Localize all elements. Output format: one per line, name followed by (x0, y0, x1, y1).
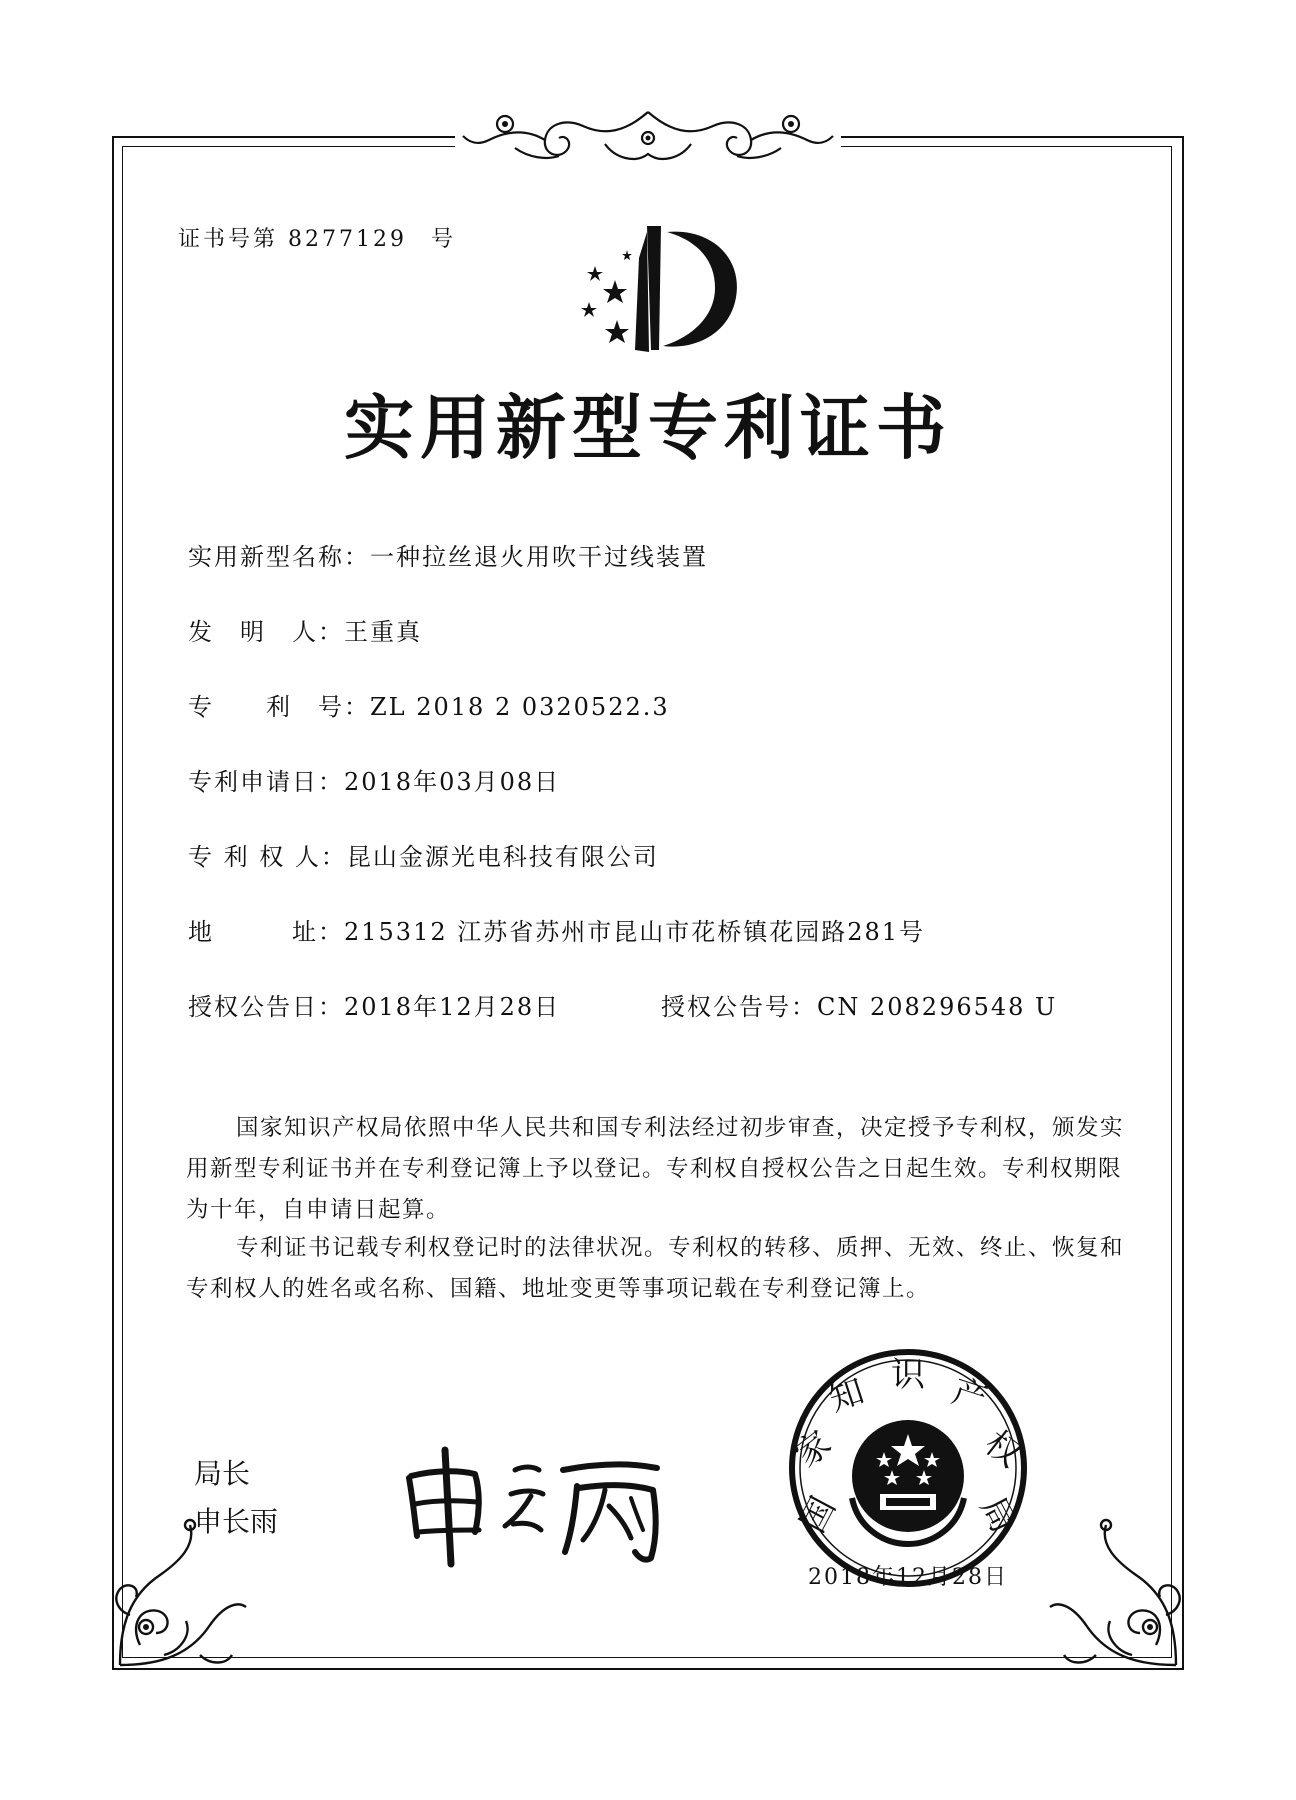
field-patentee (188, 837, 659, 872)
field-patent-no-label: 专 利 号： (188, 693, 370, 721)
field-grant-no-label: 授权公告号： (661, 993, 817, 1021)
svg-text:产: 产 (947, 1371, 992, 1420)
field-inventor (188, 612, 422, 647)
seal-date: 2018年12月28日 (808, 1565, 1008, 1590)
svg-text:权: 权 (977, 1423, 1028, 1476)
field-grant-no-value: CN 208296548 U (817, 993, 1058, 1021)
field-address-label: 地 址： (188, 918, 344, 946)
handwritten-signature (395, 1440, 685, 1570)
svg-text:国: 国 (792, 1490, 844, 1540)
field-grant-date (188, 987, 560, 1022)
field-grant-no (661, 987, 1057, 1022)
statement-paragraph-2: 专利证书记载专利权登记时的法律状况。专利权的转移、质押、无效、终止、恢复和专利权人的姓名或名称、国籍、地址变更等事项记载在专利登记簿上。 (186, 1235, 1125, 1302)
field-grant-date-value: 2018年12月28日 (344, 993, 561, 1021)
field-inventor-value: 王重真 (344, 618, 422, 646)
field-address (188, 912, 925, 947)
svg-text:识: 识 (891, 1355, 925, 1395)
official-seal (788, 1348, 1028, 1588)
field-name-label: 实用新型名称： (188, 543, 370, 571)
patent-office-emblem-icon (555, 222, 755, 372)
svg-text:局: 局 (972, 1490, 1024, 1540)
bottom-right-ornament (1046, 1515, 1196, 1675)
field-address-value: 215312 江苏省苏州市昆山市花桥镇花园路281号 (344, 918, 926, 946)
field-filing-date (188, 762, 560, 797)
signature-name: 申长雨 (194, 1505, 279, 1538)
field-inventor-label: 发 明 人： (188, 618, 344, 646)
svg-text:知: 知 (824, 1371, 869, 1420)
certificate-number (178, 222, 456, 253)
cert-no-value: 8277129 (288, 227, 407, 252)
cert-no-suffix: 号 (431, 227, 457, 252)
field-patent-no (188, 687, 670, 722)
field-patentee-label: 专 利 权 人： (188, 843, 347, 871)
field-filing-date-label: 专利申请日： (188, 768, 344, 796)
top-ornament (455, 102, 841, 174)
certificate-title: 实用新型专利证书 (344, 387, 952, 469)
field-name-value: 一种拉丝退火用吹干过线装置 (370, 543, 708, 571)
cert-no-label: 证书号第 (178, 227, 279, 252)
field-filing-date-value: 2018年03月08日 (344, 768, 561, 796)
field-name (188, 537, 708, 572)
field-grant-date-label: 授权公告日： (188, 993, 344, 1021)
field-patentee-value: 昆山金源光电科技有限公司 (346, 843, 659, 871)
signature-role: 局长 (194, 1457, 251, 1490)
field-patent-no-value: ZL 2018 2 0320522.3 (370, 693, 670, 721)
svg-text:家: 家 (788, 1423, 839, 1476)
statement-paragraph-1: 国家知识产权局依照中华人民共和国专利法经过初步审查，决定授予专利权，颁发实用新型专利证书并在专利登记簿上予以登记。专利权自授权公告之日起生效。专利权期限为十年，自申请日起算。 (186, 1115, 1125, 1223)
